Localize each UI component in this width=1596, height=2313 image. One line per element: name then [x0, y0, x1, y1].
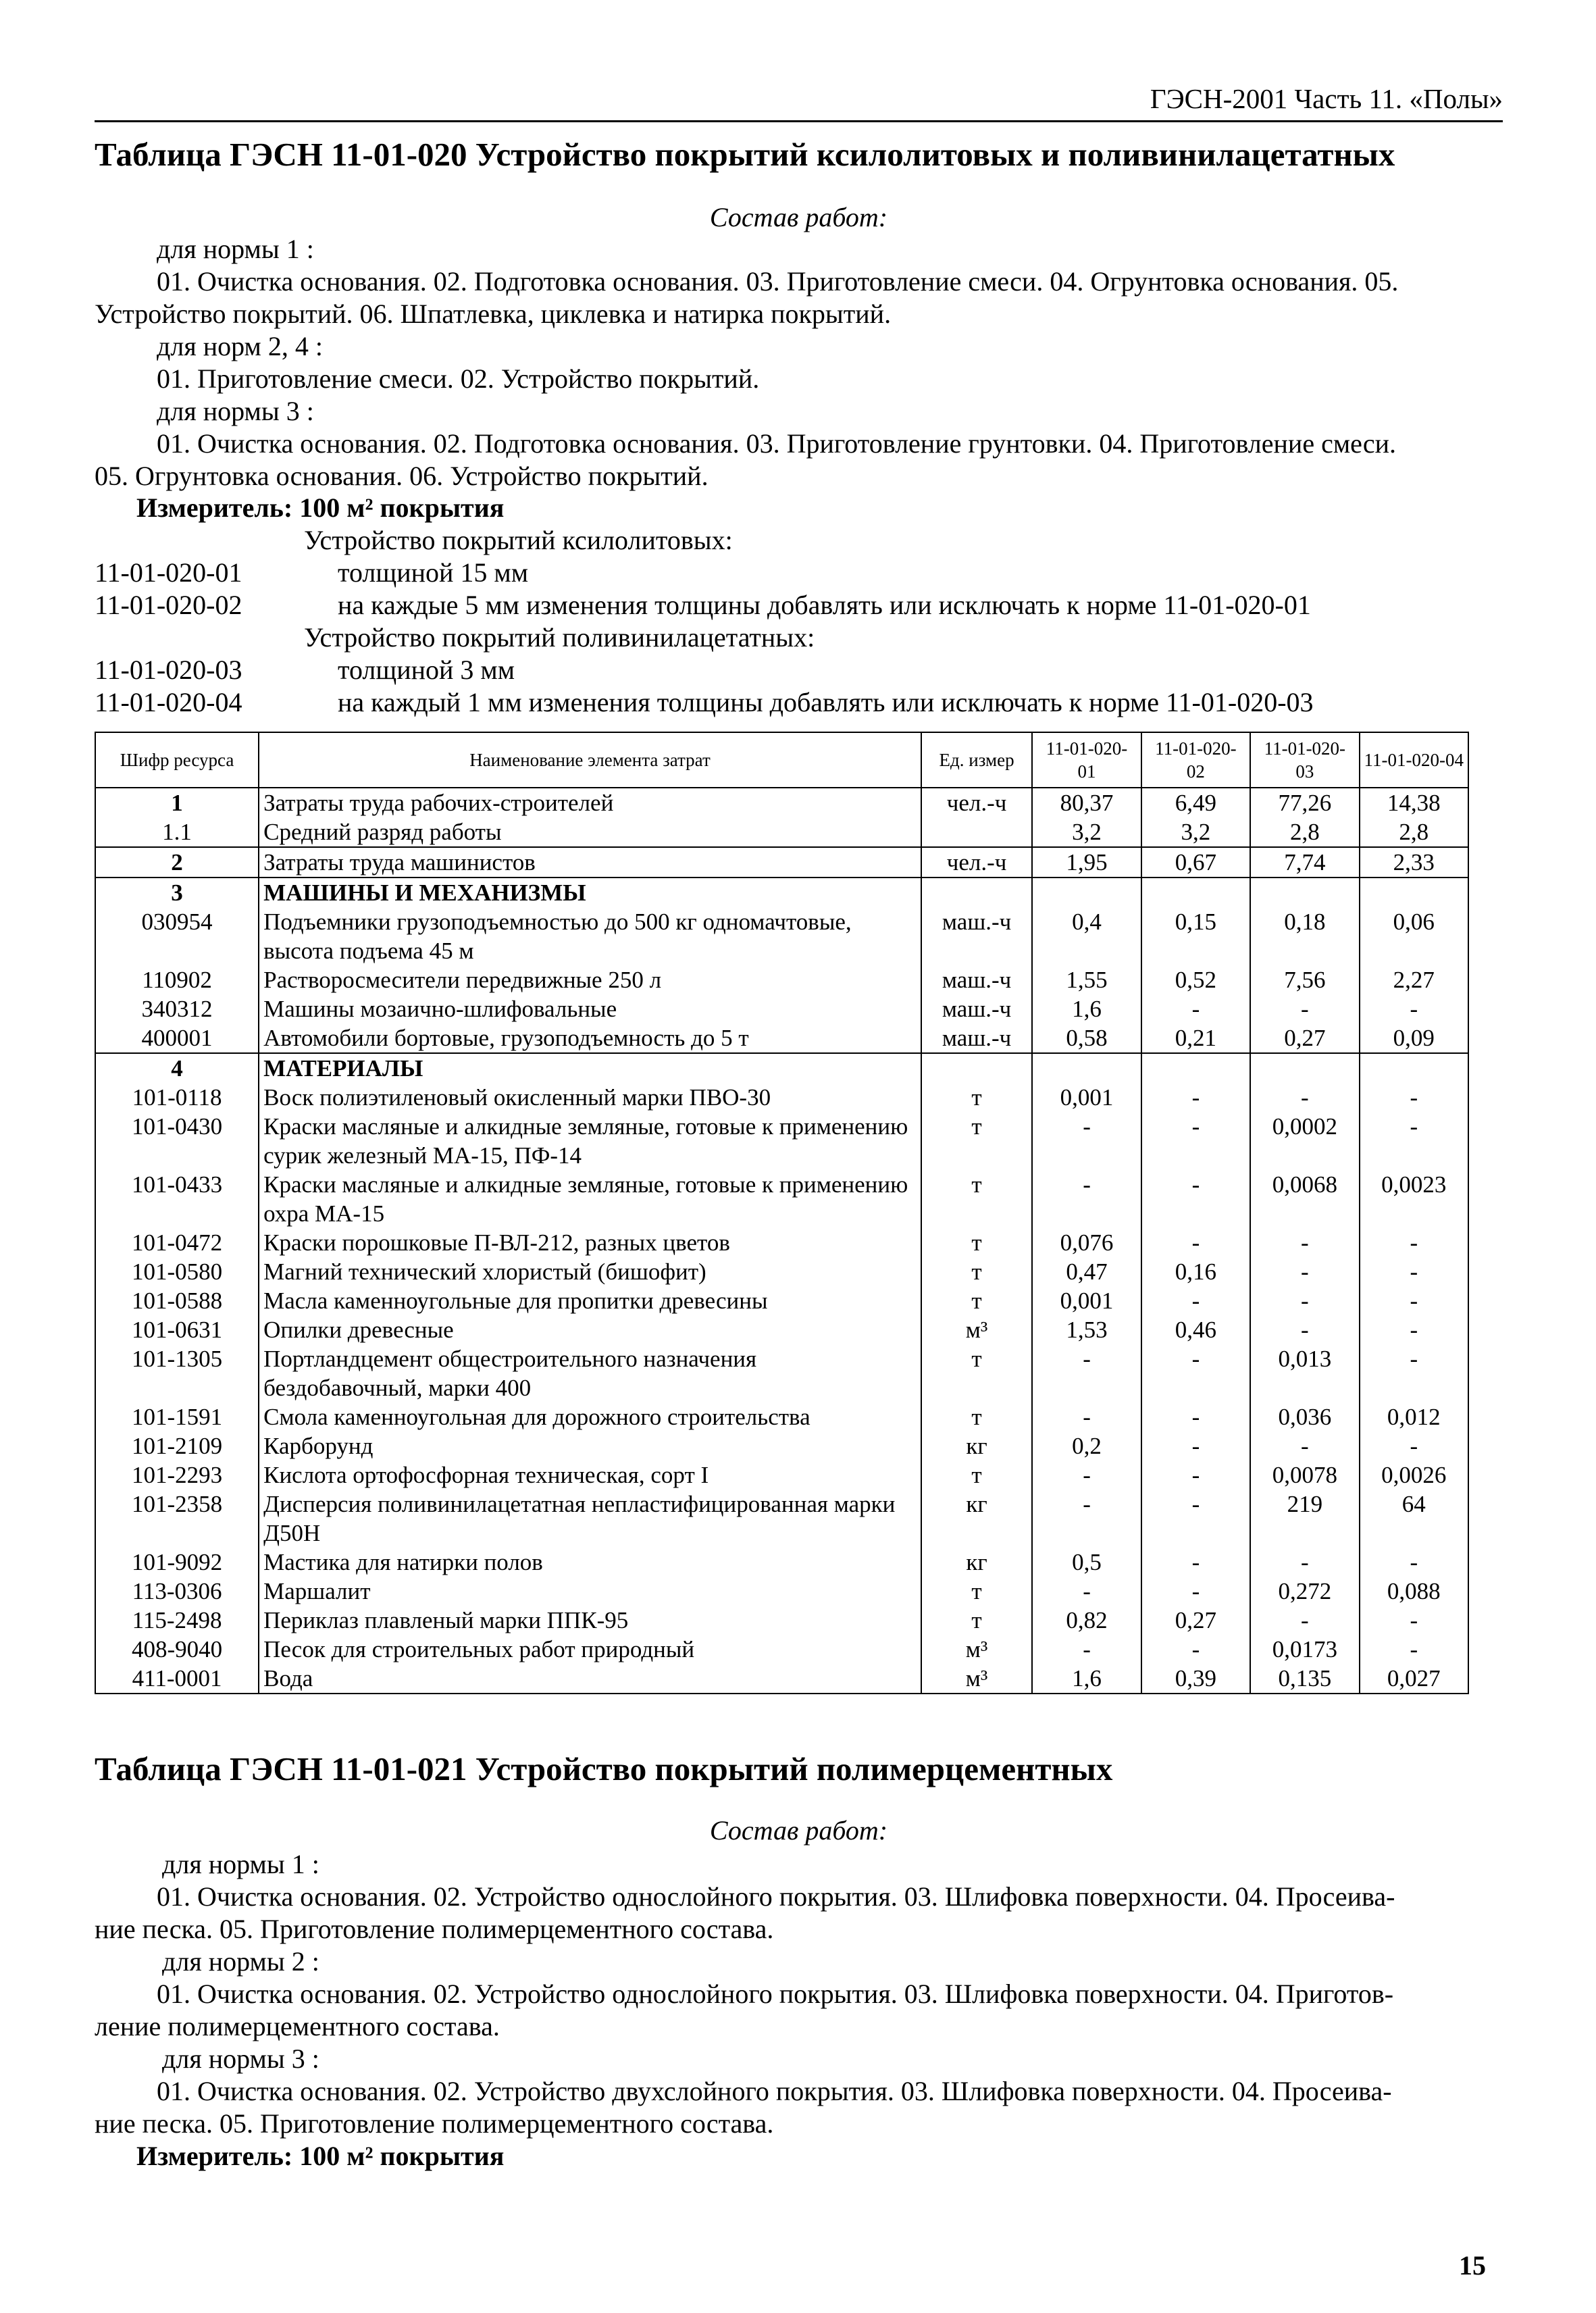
table1-title: Таблица ГЭСН 11-01-020 Устройство покрытий ксилолитовых и поливинилацетатных — [95, 136, 1395, 173]
composition-line: 05. Огрунтовка основания. 06. Устройство покрытий. — [95, 461, 709, 491]
table-cell-name: Маршалит — [259, 1577, 921, 1606]
table-cell-v2: 0,27 — [1141, 1606, 1250, 1635]
table-cell-v1: - — [1032, 1344, 1141, 1402]
table-cell-v3: - — [1250, 1315, 1359, 1344]
document-page — [95, 0, 1503, 2313]
table-cell-name: Смола каменноугольная для дорожного строительства — [259, 1402, 921, 1431]
table-cell-v3 — [1250, 1053, 1359, 1083]
table-cell-v4: - — [1360, 1548, 1468, 1577]
table-cell-code: 101-9092 — [95, 1548, 259, 1577]
table-cell-unit: м³ — [921, 1664, 1032, 1694]
table-cell-v2: - — [1141, 1228, 1250, 1257]
table-row — [95, 1286, 1468, 1315]
table-cell-v1 — [1032, 1053, 1141, 1083]
table-row — [95, 1606, 1468, 1635]
table-cell-v2: - — [1141, 1577, 1250, 1606]
table-row — [95, 1548, 1468, 1577]
table-cell-v1: 80,37 — [1032, 788, 1141, 817]
table-cell-v1: 3,2 — [1032, 817, 1141, 847]
table-cell-v2: - — [1141, 994, 1250, 1023]
table-cell-unit: т — [921, 1083, 1032, 1112]
composition-line: для нормы 1 : — [162, 1849, 319, 1879]
table-cell-v3: - — [1250, 1431, 1359, 1460]
composition-line: 01. Приготовление смеси. 02. Устройство покрытий. — [157, 363, 760, 394]
table-cell-name: Подъемники грузоподъемностью до 500 кг одномачтовые, высота подъема 45 м — [259, 907, 921, 965]
table-cell-v4: 2,33 — [1360, 847, 1468, 878]
table-cell-v4: 0,06 — [1360, 907, 1468, 965]
table-cell-v1: 0,2 — [1032, 1431, 1141, 1460]
table-cell-v1: 1,95 — [1032, 847, 1141, 878]
table-cell-v1: 0,001 — [1032, 1083, 1141, 1112]
table1-measure — [136, 492, 504, 524]
table-cell-v2: - — [1141, 1344, 1250, 1402]
table-cell-name: Опилки древесные — [259, 1315, 921, 1344]
table-cell-v4: 0,027 — [1360, 1664, 1468, 1694]
table-cell-v4: - — [1360, 1606, 1468, 1635]
table-cell-code: 101-0118 — [95, 1083, 259, 1112]
table-cell-v3: 7,56 — [1250, 965, 1359, 994]
table-cell-v1 — [1032, 878, 1141, 907]
table-cell-unit: т — [921, 1402, 1032, 1431]
table-cell-v4: 0,088 — [1360, 1577, 1468, 1606]
norm-code: 11-01-020-01 — [95, 557, 242, 588]
table-cell-v1: - — [1032, 1577, 1141, 1606]
table-cell-v4: - — [1360, 1228, 1468, 1257]
table-cell-v1: - — [1032, 1635, 1141, 1664]
table-cell-code: 101-0472 — [95, 1228, 259, 1257]
table-cell-unit: т — [921, 1112, 1032, 1170]
table-cell-v1: - — [1032, 1490, 1141, 1548]
column-header: 11-01-020-03 — [1250, 732, 1359, 788]
table-row — [95, 994, 1468, 1023]
table-cell-unit: т — [921, 1606, 1032, 1635]
table-cell-v3: - — [1250, 1606, 1359, 1635]
table-cell-v2 — [1141, 878, 1250, 907]
composition-line: 01. Очистка основания. 02. Устройство двухслойного покрытия. 03. Шлифовка поверхности. 04. Просеива- — [157, 2076, 1392, 2106]
table-cell-name: Карборунд — [259, 1431, 921, 1460]
table-row — [95, 847, 1468, 878]
table-cell-v3: 0,0078 — [1250, 1460, 1359, 1490]
table-cell-code: 4 — [95, 1053, 259, 1083]
table-cell-v2: 0,16 — [1141, 1257, 1250, 1286]
table-cell-v4: 0,0026 — [1360, 1460, 1468, 1490]
measure-label: Измеритель: — [136, 492, 293, 523]
table-row — [95, 1431, 1468, 1460]
table-cell-v2: 0,46 — [1141, 1315, 1250, 1344]
table-cell-name: Автомобили бортовые, грузоподъемность до 5 т — [259, 1023, 921, 1053]
table-cell-code: 113-0306 — [95, 1577, 259, 1606]
table-row — [95, 1664, 1468, 1694]
table-cell-unit: кг — [921, 1548, 1032, 1577]
resource-table — [95, 732, 1469, 1694]
table-cell-name: Машины мозаично-шлифовальные — [259, 994, 921, 1023]
composition-line: 01. Очистка основания. 02. Подготовка основания. 03. Приготовление грунтовки. 04. Приготовление смеси. — [157, 428, 1397, 459]
table-row — [95, 788, 1468, 817]
table-cell-v3 — [1250, 878, 1359, 907]
table-cell-v4: - — [1360, 1315, 1468, 1344]
table-cell-name: Магний технический хлористый (бишофит) — [259, 1257, 921, 1286]
table-cell-code: 101-2358 — [95, 1490, 259, 1548]
table-cell-unit: т — [921, 1286, 1032, 1315]
table-cell-v1: 0,076 — [1032, 1228, 1141, 1257]
table-cell-v2: 0,15 — [1141, 907, 1250, 965]
table-row — [95, 1315, 1468, 1344]
table-row — [95, 1112, 1468, 1170]
table2-title: Таблица ГЭСН 11-01-021 Устройство покрытий полимерцементных — [95, 1750, 1113, 1787]
table-cell-code: 1 — [95, 788, 259, 817]
table-cell-v1: - — [1032, 1112, 1141, 1170]
table-cell-v3: 219 — [1250, 1490, 1359, 1548]
table-cell-name: Воск полиэтиленовый окисленный марки ПВО-30 — [259, 1083, 921, 1112]
table-cell-v2: 0,52 — [1141, 965, 1250, 994]
table-cell-v2: - — [1141, 1170, 1250, 1228]
table-cell-v1: 0,58 — [1032, 1023, 1141, 1053]
column-header: Ед. измер — [921, 732, 1032, 788]
table-cell-code: 110902 — [95, 965, 259, 994]
table-row — [95, 817, 1468, 847]
table-cell-name: Краски масляные и алкидные земляные, готовые к применению охра МА-15 — [259, 1170, 921, 1228]
table-cell-v3: 0,135 — [1250, 1664, 1359, 1694]
table-cell-v3: - — [1250, 994, 1359, 1023]
table-cell-code: 340312 — [95, 994, 259, 1023]
table-cell-v3: 77,26 — [1250, 788, 1359, 817]
table-row — [95, 1460, 1468, 1490]
table-cell-code: 101-2109 — [95, 1431, 259, 1460]
table-row — [95, 965, 1468, 994]
measure-value: 100 м² покрытия — [299, 2141, 505, 2171]
norm-group-heading: Устройство покрытий ксилолитовых: — [304, 525, 733, 555]
table-cell-unit: т — [921, 1228, 1032, 1257]
composition-line: ление полимерцементного состава. — [95, 2011, 500, 2041]
table-cell-v1: 0,4 — [1032, 907, 1141, 965]
table-cell-v4: 0,0023 — [1360, 1170, 1468, 1228]
table-cell-code: 400001 — [95, 1023, 259, 1053]
table-cell-name: МАШИНЫ И МЕХАНИЗМЫ — [259, 878, 921, 907]
composition-line: для нормы 3 : — [157, 396, 314, 426]
table-cell-v1: 0,47 — [1032, 1257, 1141, 1286]
table-cell-unit: т — [921, 1577, 1032, 1606]
table-cell-v4: 14,38 — [1360, 788, 1468, 817]
table-cell-v2: - — [1141, 1286, 1250, 1315]
table-cell-unit: кг — [921, 1431, 1032, 1460]
composition-line: 01. Очистка основания. 02. Подготовка основания. 03. Приготовление смеси. 04. Огрунтовка основания. 05. — [157, 266, 1399, 297]
table-cell-v4: 2,8 — [1360, 817, 1468, 847]
table-cell-name: Вода — [259, 1664, 921, 1694]
table-cell-v4: - — [1360, 1635, 1468, 1664]
norm-group-heading: Устройство покрытий поливинилацетатных: — [304, 622, 815, 653]
table-cell-v4: 0,012 — [1360, 1402, 1468, 1431]
table-cell-v3: 0,036 — [1250, 1402, 1359, 1431]
table-cell-v1: - — [1032, 1402, 1141, 1431]
table2-composition-caption: Состав работ: — [709, 1815, 888, 1846]
table-cell-v4: - — [1360, 1431, 1468, 1460]
table-cell-name: Портландцемент общестроительного назначения бездобавочный, марки 400 — [259, 1344, 921, 1402]
table-cell-code: 101-0588 — [95, 1286, 259, 1315]
table-cell-name: Затраты труда рабочих-строителей — [259, 788, 921, 817]
table-cell-v1: - — [1032, 1460, 1141, 1490]
table-cell-unit: м³ — [921, 1635, 1032, 1664]
table-row — [95, 1490, 1468, 1548]
table-cell-code: 411-0001 — [95, 1664, 259, 1694]
composition-line: для нормы 2 : — [162, 1946, 319, 1977]
table-cell-v2: - — [1141, 1402, 1250, 1431]
table-cell-v4 — [1360, 878, 1468, 907]
table-row — [95, 1053, 1468, 1083]
table-cell-v2: - — [1141, 1431, 1250, 1460]
norm-text: на каждый 1 мм изменения толщины добавлять или исключать к норме 11-01-020-03 — [338, 687, 1314, 717]
table-row — [95, 1402, 1468, 1431]
table-cell-unit — [921, 878, 1032, 907]
table-cell-v4 — [1360, 1053, 1468, 1083]
table-cell-unit — [921, 817, 1032, 847]
table-cell-v2: - — [1141, 1635, 1250, 1664]
table-cell-v1: 1,6 — [1032, 994, 1141, 1023]
composition-line: Устройство покрытий. 06. Шпатлевка, циклевка и натирка покрытий. — [95, 299, 892, 329]
table-row — [95, 1228, 1468, 1257]
table-cell-code: 101-0631 — [95, 1315, 259, 1344]
table-cell-unit: кг — [921, 1490, 1032, 1548]
table-cell-code: 2 — [95, 847, 259, 878]
table-header-row — [95, 732, 1468, 788]
table-cell-unit: маш.-ч — [921, 907, 1032, 965]
table-cell-v2: 0,39 — [1141, 1664, 1250, 1694]
table-cell-v2: - — [1141, 1548, 1250, 1577]
table-cell-v3: - — [1250, 1286, 1359, 1315]
column-header: Шифр ресурса — [95, 732, 259, 788]
table-cell-v3: - — [1250, 1228, 1359, 1257]
table-cell-v2: 3,2 — [1141, 817, 1250, 847]
table1-composition-caption: Состав работ: — [709, 202, 888, 232]
table-cell-name: МАТЕРИАЛЫ — [259, 1053, 921, 1083]
table-cell-v2: - — [1141, 1460, 1250, 1490]
measure-value: 100 м² покрытия — [299, 492, 505, 523]
table-cell-unit: чел.-ч — [921, 847, 1032, 878]
table-cell-name: Краски масляные и алкидные земляные, готовые к применению сурик железный МА-15, ПФ-14 — [259, 1112, 921, 1170]
table-row — [95, 1023, 1468, 1053]
norm-text: толщиной 15 мм — [338, 557, 529, 588]
table-cell-code: 101-1305 — [95, 1344, 259, 1402]
table-row — [95, 1344, 1468, 1402]
running-header: ГЭСН-2001 Часть 11. «Полы» — [1150, 83, 1503, 114]
table-cell-v3: - — [1250, 1083, 1359, 1112]
table-cell-unit: маш.-ч — [921, 965, 1032, 994]
composition-line: для нормы 1 : — [157, 234, 314, 264]
table-row — [95, 1170, 1468, 1228]
table-cell-v3: 0,27 — [1250, 1023, 1359, 1053]
composition-line: для нормы 3 : — [162, 2043, 319, 2074]
table-cell-v4: - — [1360, 1257, 1468, 1286]
table-cell-v3: 2,8 — [1250, 817, 1359, 847]
norm-text: на каждые 5 мм изменения толщины добавлять или исключать к норме 11-01-020-01 — [338, 590, 1311, 620]
table-cell-v4: - — [1360, 994, 1468, 1023]
table-cell-name: Песок для строительных работ природный — [259, 1635, 921, 1664]
table-row — [95, 1577, 1468, 1606]
table-cell-v1: 0,001 — [1032, 1286, 1141, 1315]
table-cell-code: 101-0580 — [95, 1257, 259, 1286]
table-cell-v2: - — [1141, 1490, 1250, 1548]
table-cell-unit: т — [921, 1344, 1032, 1402]
table-cell-v4: 0,09 — [1360, 1023, 1468, 1053]
composition-line: 01. Очистка основания. 02. Устройство однослойного покрытия. 03. Шлифовка поверхности. 04. Просеива- — [157, 1881, 1395, 1912]
table2-measure — [136, 2140, 504, 2172]
table-cell-v2 — [1141, 1053, 1250, 1083]
table-cell-name: Масла каменноугольные для пропитки древесины — [259, 1286, 921, 1315]
measure-label: Измеритель: — [136, 2141, 293, 2171]
table-cell-v1: 1,53 — [1032, 1315, 1141, 1344]
table-cell-v3: 0,0002 — [1250, 1112, 1359, 1170]
header-rule — [95, 120, 1503, 122]
table-cell-v3: 0,272 — [1250, 1577, 1359, 1606]
table-cell-code: 101-0430 — [95, 1112, 259, 1170]
table-cell-name: Затраты труда машинистов — [259, 847, 921, 878]
table-row — [95, 907, 1468, 965]
table-cell-v4: - — [1360, 1286, 1468, 1315]
table-cell-code: 101-0433 — [95, 1170, 259, 1228]
table-cell-name: Растворосмесители передвижные 250 л — [259, 965, 921, 994]
composition-line: ние песка. 05. Приготовление полимерцементного состава. — [95, 1914, 774, 1944]
table-cell-name: Мастика для натирки полов — [259, 1548, 921, 1577]
table-cell-code: 101-2293 — [95, 1460, 259, 1490]
table-cell-code: 030954 — [95, 907, 259, 965]
table-row — [95, 878, 1468, 907]
table-cell-v2: 0,67 — [1141, 847, 1250, 878]
table-cell-unit: т — [921, 1170, 1032, 1228]
table-cell-code: 115-2498 — [95, 1606, 259, 1635]
table-cell-name: Средний разряд работы — [259, 817, 921, 847]
table-cell-name: Краски порошковые П-ВЛ-212, разных цветов — [259, 1228, 921, 1257]
table-cell-v3: 0,013 — [1250, 1344, 1359, 1402]
norm-code: 11-01-020-03 — [95, 655, 242, 685]
table-cell-unit — [921, 1053, 1032, 1083]
table-row — [95, 1083, 1468, 1112]
table-cell-v2: 6,49 — [1141, 788, 1250, 817]
table-cell-v3: - — [1250, 1548, 1359, 1577]
norm-code: 11-01-020-04 — [95, 687, 242, 717]
table-cell-v4: - — [1360, 1112, 1468, 1170]
column-header: Наименование элемента затрат — [259, 732, 921, 788]
composition-line: для норм 2, 4 : — [157, 331, 323, 361]
column-header: 11-01-020-01 — [1032, 732, 1141, 788]
table-cell-v2: 0,21 — [1141, 1023, 1250, 1053]
page-number: 15 — [1459, 2250, 1486, 2281]
table-cell-name: Дисперсия поливинилацетатная непластифицированная марки Д50Н — [259, 1490, 921, 1548]
norm-text: толщиной 3 мм — [338, 655, 515, 685]
table-cell-v3: 0,18 — [1250, 907, 1359, 965]
table-cell-code: 3 — [95, 878, 259, 907]
table-cell-code: 1.1 — [95, 817, 259, 847]
table-cell-v1: - — [1032, 1170, 1141, 1228]
table-cell-v1: 1,55 — [1032, 965, 1141, 994]
table-cell-unit: т — [921, 1460, 1032, 1490]
table-cell-unit: м³ — [921, 1315, 1032, 1344]
table-cell-v1: 0,82 — [1032, 1606, 1141, 1635]
table-cell-v3: 7,74 — [1250, 847, 1359, 878]
table-cell-unit: маш.-ч — [921, 994, 1032, 1023]
table-cell-v3: - — [1250, 1257, 1359, 1286]
table-cell-v4: 64 — [1360, 1490, 1468, 1548]
table-cell-v3: 0,0068 — [1250, 1170, 1359, 1228]
table-cell-name: Кислота ортофосфорная техническая, сорт I — [259, 1460, 921, 1490]
table-cell-v3: 0,0173 — [1250, 1635, 1359, 1664]
column-header: 11-01-020-04 — [1360, 732, 1468, 788]
table-cell-code: 101-1591 — [95, 1402, 259, 1431]
table-cell-v2: - — [1141, 1083, 1250, 1112]
table-cell-unit: т — [921, 1257, 1032, 1286]
table-cell-name: Периклаз плавленый марки ППК-95 — [259, 1606, 921, 1635]
table-cell-code: 408-9040 — [95, 1635, 259, 1664]
table-row — [95, 1257, 1468, 1286]
table-cell-v2: - — [1141, 1112, 1250, 1170]
table-cell-v4: 2,27 — [1360, 965, 1468, 994]
table-cell-v4: - — [1360, 1083, 1468, 1112]
table-cell-v1: 0,5 — [1032, 1548, 1141, 1577]
composition-line: 01. Очистка основания. 02. Устройство однослойного покрытия. 03. Шлифовка поверхности. 04. Приготов- — [157, 1979, 1394, 2009]
table-cell-v1: 1,6 — [1032, 1664, 1141, 1694]
table-cell-v4: - — [1360, 1344, 1468, 1402]
norm-code: 11-01-020-02 — [95, 590, 242, 620]
composition-line: ние песка. 05. Приготовление полимерцементного состава. — [95, 2108, 774, 2139]
table-cell-unit: маш.-ч — [921, 1023, 1032, 1053]
table-row — [95, 1635, 1468, 1664]
column-header: 11-01-020-02 — [1141, 732, 1250, 788]
table-cell-unit: чел.-ч — [921, 788, 1032, 817]
